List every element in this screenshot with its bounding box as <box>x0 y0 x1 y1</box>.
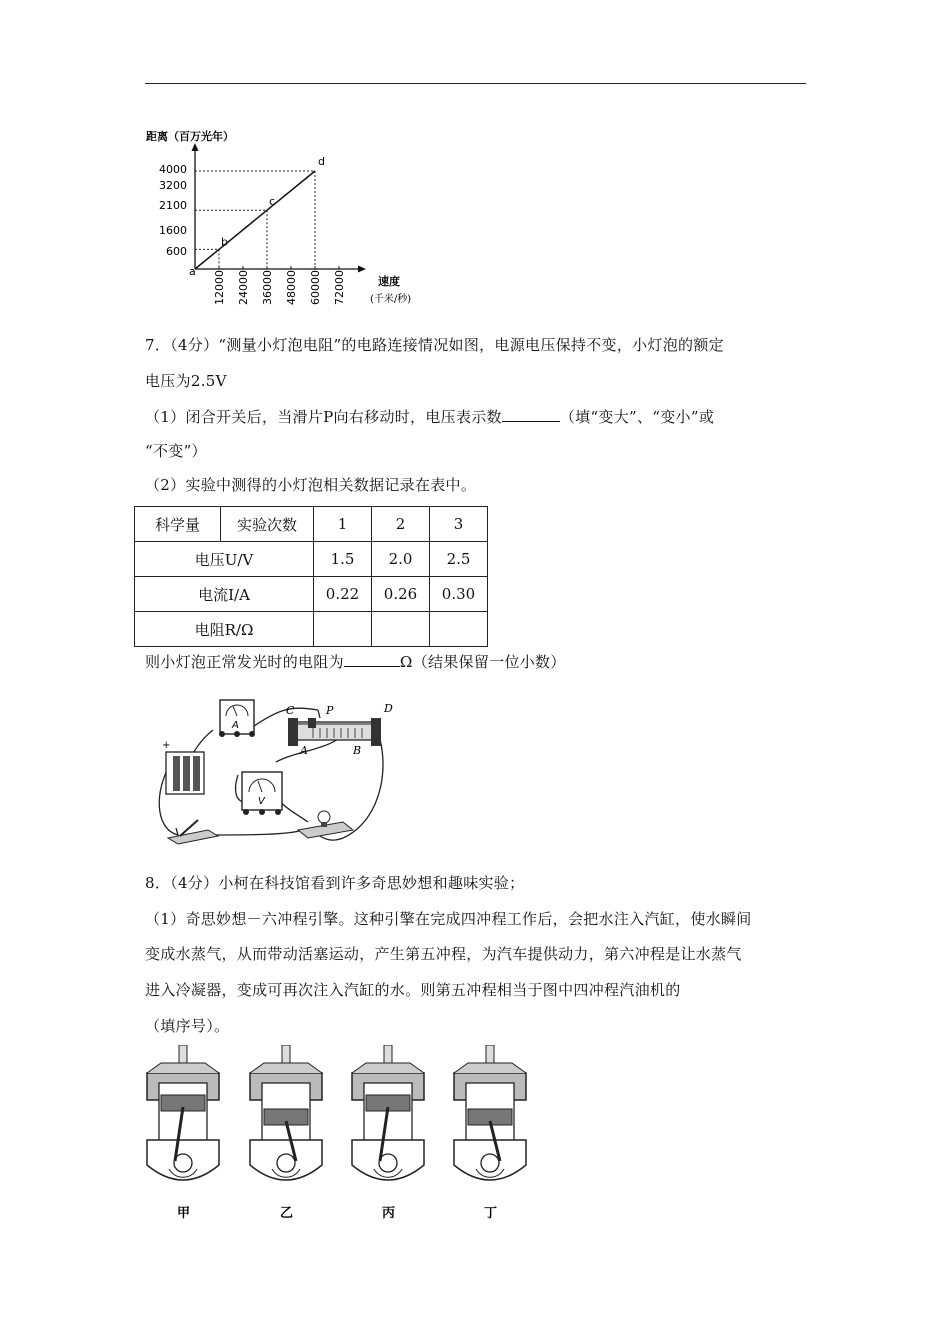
q7-after-table <box>145 647 810 678</box>
x-axis-arrow <box>358 266 366 273</box>
q7-stem-line1: 7．（4分）“测量小灯泡电阻”的电路连接情况如图，电源电压保持不变，小灯泡的额定 <box>145 336 724 354</box>
y-tick-label: 2100 <box>159 199 187 212</box>
ammeter <box>219 700 255 737</box>
answer-blank-1[interactable] <box>502 407 560 422</box>
crankcase <box>147 1140 219 1180</box>
header-trial-1: 1 <box>314 507 372 542</box>
circuit-diagram <box>148 690 400 850</box>
four-stroke-engine-diagrams <box>140 1045 540 1220</box>
x-tick-label: 24000 <box>237 270 250 305</box>
series-line <box>195 171 315 269</box>
q7-stem-line2: 电压为2.5V <box>145 372 227 390</box>
x-axis-label-2: (千米/秒) <box>370 294 412 305</box>
table-cell: 2.5 <box>430 542 488 577</box>
terminal-B: B <box>353 744 362 757</box>
table-cell-empty[interactable] <box>430 612 488 647</box>
answer-blank-2[interactable] <box>344 652 400 667</box>
row-label-current: 电流I/A <box>135 577 314 612</box>
engine-diagram-1 <box>147 1045 219 1220</box>
crankcase <box>352 1140 424 1180</box>
q7-sub2: （2）实验中测得的小灯泡相关数据记录在表中。 <box>145 476 477 494</box>
x-tick-label: 72000 <box>333 270 346 305</box>
q7-sub1 <box>145 402 810 433</box>
x-tick-label: 60000 <box>309 270 322 305</box>
valve-cover <box>147 1063 219 1073</box>
q7-after-table-b: Ω（结果保留一位小数） <box>399 653 566 671</box>
spark-plug <box>179 1045 187 1063</box>
table-cell: 1.5 <box>314 542 372 577</box>
table-row <box>135 612 488 647</box>
engine-diagram-3 <box>352 1045 424 1220</box>
spark-plug <box>282 1045 290 1063</box>
terminal-C: C <box>286 704 295 717</box>
crankcase <box>250 1140 322 1180</box>
y-tick-label: 4000 <box>159 163 187 176</box>
q8-stem: 8．（4分）小柯在科技馆看到许多奇思妙想和趣味实验； <box>145 874 525 892</box>
distance-speed-chart <box>140 125 430 310</box>
x-tick-label: 36000 <box>261 270 274 305</box>
table-cell: 2.0 <box>372 542 430 577</box>
q8-p2: 变成水蒸气，从而带动活塞运动，产生第五冲程，为汽车提供动力，第六冲程是让水蒸气 <box>145 945 742 963</box>
q7-sub1-cont: “不变”） <box>145 442 207 460</box>
row-label-resistance: 电阻R/Ω <box>135 612 314 647</box>
terminal-A: A <box>300 744 308 757</box>
point-label-d: d <box>318 155 325 168</box>
y-axis-arrow <box>192 143 199 151</box>
valve-cover <box>352 1063 424 1073</box>
x-axis-label-1: 速度 <box>378 275 400 288</box>
engine-diagram-2 <box>250 1045 322 1220</box>
table-row <box>135 542 488 577</box>
table-cell-empty[interactable] <box>314 612 372 647</box>
point-label-b: b <box>221 235 228 249</box>
rheostat <box>286 702 393 757</box>
header-rule <box>145 83 806 84</box>
point-label-c: c <box>269 195 276 209</box>
y-tick-label: 1600 <box>159 224 187 237</box>
voltmeter-label: V <box>258 796 265 807</box>
slider-P: P <box>326 704 334 717</box>
y-axis-label: 距离（百万光年） <box>146 130 234 143</box>
lamp <box>298 811 353 838</box>
crankcase <box>454 1140 526 1180</box>
battery-plus: + <box>162 740 171 751</box>
spark-plug <box>384 1045 392 1063</box>
terminal-D: D <box>384 702 393 715</box>
header-trial: 实验次数 <box>221 507 314 542</box>
switch[interactable] <box>168 820 218 844</box>
q8-p4: （填序号）。 <box>145 1017 230 1035</box>
spark-plug <box>486 1045 494 1063</box>
voltmeter <box>242 772 282 815</box>
table-cell: 0.22 <box>314 577 372 612</box>
q8-p3: 进入冷凝器，变成可再次注入汽缸的水。则第五冲程相当于图中四冲程汽油机的 <box>145 981 681 999</box>
ammeter-label: A <box>232 720 239 731</box>
x-tick-label: 12000 <box>213 270 226 305</box>
header-trial-3: 3 <box>430 507 488 542</box>
q7-sub1-text-b: （填“变大”、“变小”或 <box>559 408 715 426</box>
y-tick-label: 3200 <box>159 179 187 192</box>
row-label-voltage: 电压U/V <box>135 542 314 577</box>
q8-p1: （1）奇思妙想－六冲程引擎。这种引擎在完成四冲程工作后，会把水注入汽缸，使水瞬间 <box>145 910 752 928</box>
table-header-row <box>135 507 488 542</box>
battery <box>162 740 204 794</box>
table-cell: 0.30 <box>430 577 488 612</box>
engine-label: 丁 <box>484 1206 498 1220</box>
table-cell: 0.26 <box>372 577 430 612</box>
header-trial-2: 2 <box>372 507 430 542</box>
x-tick-label: 48000 <box>285 270 298 305</box>
engine-label: 乙 <box>280 1206 294 1220</box>
data-table <box>134 506 488 647</box>
header-quantity: 科学量 <box>135 507 221 542</box>
valve-cover <box>454 1063 526 1073</box>
y-tick-label: 600 <box>166 245 187 258</box>
q7-after-table-a: 则小灯泡正常发光时的电阻为 <box>145 653 344 671</box>
engine-diagram-4 <box>454 1045 526 1220</box>
engine-label: 甲 <box>177 1206 191 1220</box>
table-row <box>135 577 488 612</box>
point-label-a: a <box>189 265 196 278</box>
valve-cover <box>250 1063 322 1073</box>
q7-sub1-text-a: （1）闭合开关后，当滑片P向右移动时，电压表示数 <box>145 408 502 426</box>
engine-label: 丙 <box>382 1206 396 1220</box>
table-cell-empty[interactable] <box>372 612 430 647</box>
